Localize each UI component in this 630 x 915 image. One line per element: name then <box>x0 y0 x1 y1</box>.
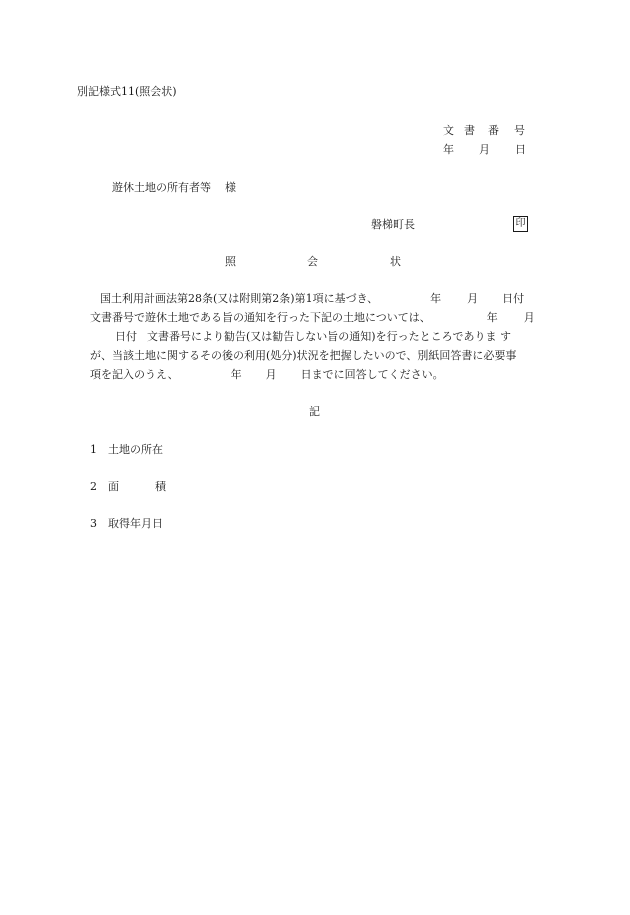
body-line-2 <box>90 311 535 325</box>
item-label: 積 <box>155 480 166 493</box>
letter-title-char: 状 <box>390 255 401 268</box>
body-text: 文書番号で遊休土地である旨の通知を行った下記の土地については、 <box>90 311 431 324</box>
seal-stamp: 印 <box>513 216 528 232</box>
body-year: 年 <box>430 292 442 305</box>
honorific: 様 <box>225 181 236 194</box>
body-year: 年 <box>486 311 498 324</box>
doc-number-char: 号 <box>514 124 525 137</box>
addressee <box>112 181 236 195</box>
letter-title-char: 照 <box>225 255 236 268</box>
date-month: 月 <box>479 143 490 156</box>
body-year: 年 <box>230 368 242 381</box>
body-month: 月 <box>265 368 277 381</box>
body-line-5 <box>90 368 444 382</box>
body-text: 日付 <box>115 330 137 343</box>
item-label: 取得年月日 <box>108 517 163 530</box>
doc-number-char: 番 <box>488 124 499 137</box>
item-number: 1 <box>90 443 97 456</box>
doc-number-char: 文 <box>443 124 454 137</box>
item-number: 2 <box>90 480 97 493</box>
document-date-label <box>443 143 526 157</box>
date-year: 年 <box>443 143 454 156</box>
body-month: 月 <box>523 311 535 324</box>
body-line-4: が、当該土地に関するその後の利用(処分)状況を把握したいので、別紙回答書に必要事 <box>90 349 517 362</box>
body-text: 文書番号により勧告(又は勧告しない旨の通知)を行ったところでありま す <box>147 330 511 343</box>
body-text: 日付 <box>502 292 525 305</box>
body-text: 日までに回答してください。 <box>300 368 444 381</box>
body-text: 国土利用計画法第28条(又は附則第2条)第1項に基づき、 <box>100 292 379 305</box>
item-label: 土地の所在 <box>108 443 163 456</box>
ki-heading: 記 <box>309 405 320 418</box>
item-label: 面 <box>108 480 119 493</box>
list-item <box>90 480 166 494</box>
doc-number-char: 書 <box>464 124 475 137</box>
list-item <box>90 443 163 457</box>
sender: 磐梯町長 <box>371 218 415 231</box>
document-number-label <box>443 124 525 138</box>
date-day: 日 <box>515 143 526 156</box>
body-text: 項を記入のうえ、 <box>90 368 179 381</box>
form-title: 別記様式11(照会状) <box>77 85 177 98</box>
body-line-3 <box>90 330 511 344</box>
list-item <box>90 517 163 531</box>
item-number: 3 <box>90 517 97 530</box>
letter-title-char: 会 <box>307 255 318 268</box>
body-month: 月 <box>467 292 479 305</box>
body-line-1 <box>100 292 524 306</box>
addressee-name: 遊休土地の所有者等 <box>112 181 211 194</box>
